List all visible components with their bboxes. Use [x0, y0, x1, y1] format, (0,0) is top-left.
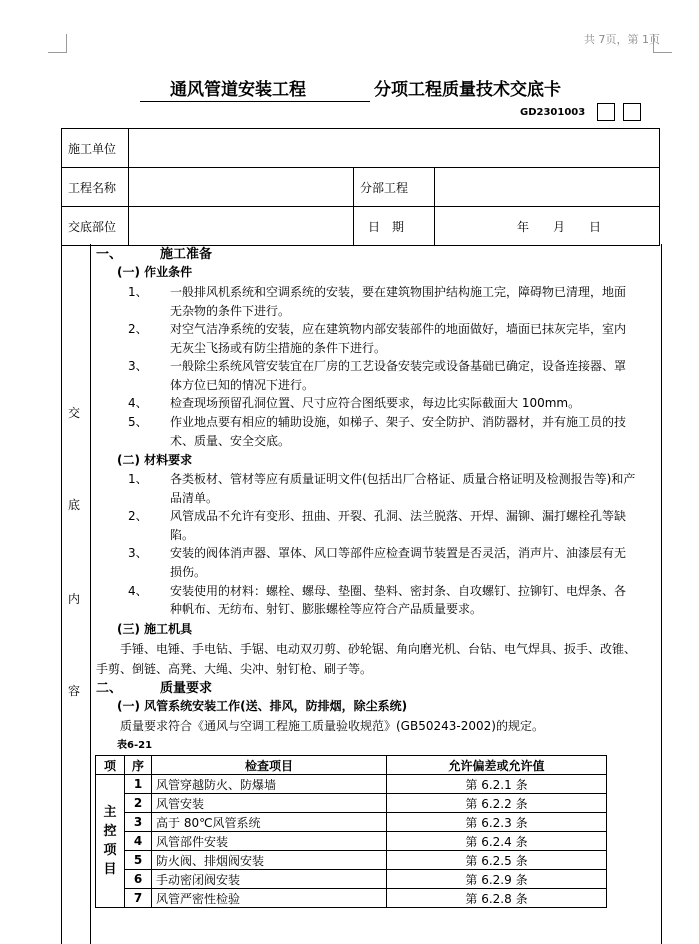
table-row	[96, 870, 607, 889]
item-text: 术、质量、安全交底。	[170, 434, 291, 448]
checkbox-2[interactable]	[623, 103, 641, 121]
item-text: 作业地点要有相应的辅助设施，如梯子、架子、安全防护、消防器材，并有施工员的技	[170, 415, 627, 429]
item-text: 无杂物的条件下进行。	[170, 304, 291, 318]
row-number: 5	[125, 851, 152, 870]
item-number: 2、	[128, 322, 148, 336]
row-item: 高于 80℃风管系统	[152, 813, 387, 832]
row-number: 3	[125, 813, 152, 832]
item-text: 风管成品不允许有变形、扭曲、开裂、孔洞、法兰脱落、开焊、漏铆、漏打螺栓孔等缺	[170, 509, 627, 523]
table-row	[96, 851, 607, 870]
header-table	[61, 128, 660, 246]
date-label: 日 期	[354, 207, 435, 246]
row-item: 风管安装	[152, 794, 387, 813]
row-value: 第 6.2.2 条	[387, 794, 607, 813]
table-label: 表6-21	[117, 740, 153, 751]
side-label-3: 内	[68, 592, 81, 606]
item-number: 4、	[128, 584, 148, 598]
item-text: 一般排风机系统和空调系统的安装，要在建筑物围护结构施工完，障碍物已清理，地面	[170, 285, 627, 299]
table-row	[96, 889, 607, 908]
item-text: 安装的阀体消声器、罩体、风口等部件应检查调节装置是否灵活，消声片、油漆层有无	[170, 546, 627, 560]
item-number: 4、	[128, 396, 148, 410]
row-item: 风管严密性检验	[152, 889, 387, 908]
item-text: 品清单。	[170, 491, 219, 505]
title-suffix: 分项工程质量技术交底卡	[374, 80, 561, 100]
section2-sub1: (一) 风管系统安装工作(送、排风，防排烟，除尘系统)	[117, 699, 408, 713]
section1-sub2: (二) 材料要求	[117, 453, 193, 467]
side-label-1: 交	[68, 406, 81, 420]
item-text: 损伤。	[170, 565, 207, 579]
item-text: 一般除尘系统风管安装宜在厂房的工艺设备安装完或设备基础已确定，设备连接器、罩	[170, 359, 627, 373]
row-number: 4	[125, 832, 152, 851]
section2-heading: 质量要求	[160, 681, 213, 696]
checkbox-1[interactable]	[597, 103, 615, 121]
table-row	[96, 813, 607, 832]
row-item: 手动密闭阀安装	[152, 870, 387, 889]
item-number: 2、	[128, 509, 148, 523]
tools-line-1: 手锤、电锤、手电钻、手锯、电动双刃剪、砂轮锯、角向磨光机、台钻、电气焊具、扳手、改锥、	[120, 642, 637, 656]
group-label: 主控项目	[96, 775, 125, 908]
row-number: 6	[125, 870, 152, 889]
date-value[interactable]: 年 月 日	[435, 207, 660, 246]
unit-value[interactable]	[129, 129, 660, 168]
item-text: 种帆布、无纺布、射钉、膨胀螺栓等应符合产品质量要求。	[170, 602, 483, 616]
col-value: 允许偏差或允许值	[387, 756, 607, 775]
row-number: 1	[125, 775, 152, 794]
row-value: 第 6.2.4 条	[387, 832, 607, 851]
doc-code: GD2301003	[520, 107, 586, 118]
item-text: 体方位已知的情况下进行。	[170, 378, 315, 392]
col-no: 序	[125, 756, 152, 775]
section2-intro: 质量要求符合《通风与空调工程施工质量验收规范》(GB50243-2002)的规定。	[120, 719, 544, 733]
row-number: 7	[125, 889, 152, 908]
row-number: 2	[125, 794, 152, 813]
row-item: 防火阀、排烟阀安装	[152, 851, 387, 870]
item-number: 3、	[128, 546, 148, 560]
location-value[interactable]	[129, 207, 354, 246]
table-row	[96, 794, 607, 813]
section1-number: 一、	[96, 247, 123, 262]
title-project: 通风管道安装工程	[140, 75, 370, 102]
location-label: 交底部位	[62, 207, 129, 246]
sub-project-label: 分部工程	[354, 168, 435, 207]
section1-sub1: (一) 作业条件	[117, 265, 193, 279]
item-text: 安装使用的材料：螺栓、螺母、垫圈、垫料、密封条、自攻螺钉、拉铆钉、电焊条、各	[170, 584, 627, 598]
section1-heading: 施工准备	[160, 247, 213, 262]
row-value: 第 6.2.5 条	[387, 851, 607, 870]
item-text: 检查现场预留孔洞位置、尺寸应符合图纸要求，每边比实际截面大 100mm。	[170, 396, 581, 410]
item-number: 5、	[128, 415, 148, 429]
crop-mark-left	[48, 34, 67, 53]
item-text: 对空气洁净系统的安装，应在建筑物内部安装部件的地面做好，墙面已抹灰完毕，室内	[170, 322, 627, 336]
table-row	[96, 832, 607, 851]
item-number: 1、	[128, 472, 148, 486]
project-value[interactable]	[129, 168, 354, 207]
row-item: 风管穿越防火、防爆墙	[152, 775, 387, 794]
tools-line-2: 手剪、倒链、高凳、大绳、尖冲、射钉枪、刷子等。	[96, 662, 373, 676]
item-text: 各类板材、管材等应有质量证明文件(包括出厂合格证、质量合格证明及检测报告等)和产	[170, 472, 636, 486]
side-label-2: 底	[68, 498, 81, 512]
section2-number: 二、	[96, 681, 123, 696]
col-item: 检查项目	[152, 756, 387, 775]
section1-sub3: (三) 施工机具	[117, 622, 193, 636]
content-divider	[90, 244, 91, 944]
page-info: 共 7页，第 1页	[584, 33, 660, 46]
item-number: 3、	[128, 359, 148, 373]
unit-label: 施工单位	[62, 129, 129, 168]
table-row	[96, 775, 607, 794]
item-text: 无灰尘飞扬或有防尘措施的条件下进行。	[170, 341, 387, 355]
project-label: 工程名称	[62, 168, 129, 207]
side-label-4: 容	[68, 684, 81, 698]
sub-project-value[interactable]	[435, 168, 660, 207]
spec-header-row	[96, 756, 607, 775]
col-group: 项	[96, 756, 125, 775]
item-number: 1、	[128, 285, 148, 299]
row-item: 风管部件安装	[152, 832, 387, 851]
row-value: 第 6.2.8 条	[387, 889, 607, 908]
row-value: 第 6.2.1 条	[387, 775, 607, 794]
page-title	[140, 75, 561, 102]
item-text: 陷。	[170, 528, 195, 542]
row-value: 第 6.2.9 条	[387, 870, 607, 889]
spec-table	[95, 755, 607, 908]
row-value: 第 6.2.3 条	[387, 813, 607, 832]
